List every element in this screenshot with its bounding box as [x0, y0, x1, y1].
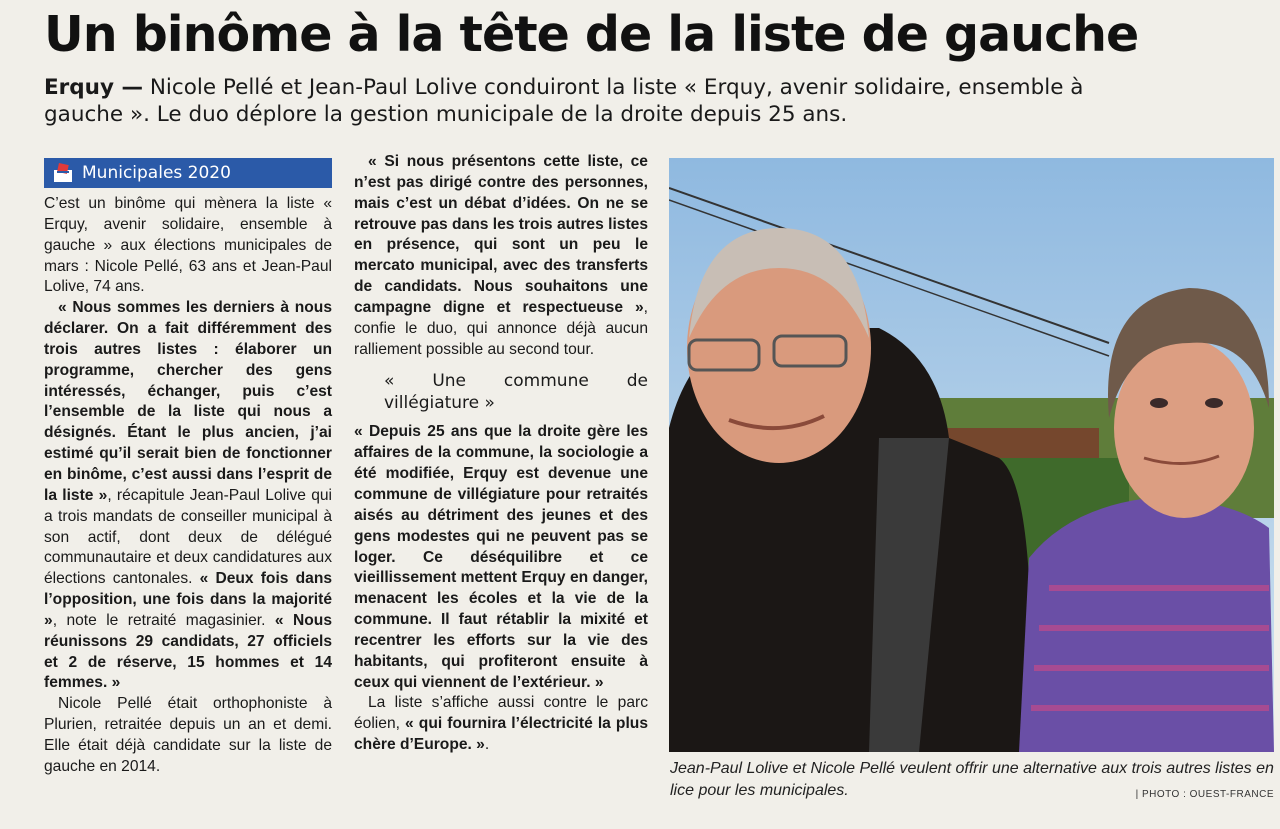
column-1: [44, 158, 332, 778]
lede-place: Erquy —: [44, 75, 143, 100]
text: La liste s’affiche aussi contre le parc éolien,: [354, 694, 648, 733]
lede: [44, 74, 1084, 128]
text: , confie le duo, qui annonce déjà aucun ralliement possible au second tour.: [354, 298, 648, 358]
quote: « Nous sommes les derniers à nous déclarer. On a fait différemment des trois autres listes : élaborer un programme, chercher des gens intéressés, échanger, puis c’est l’ensemble de la liste qui nous a désignés. Étant le plus ancien, j’ai estimé qu’il serait bien de fonctionner en binôme, c’est aussi dans l’esprit de la liste »: [44, 299, 332, 504]
lede-text: Nicole Pellé et Jean-Paul Lolive conduiront la liste « Erquy, avenir solidaire, ensemble à gauche ». Le duo déplore la gestion municipale de la droite depuis 25 ans.: [44, 75, 1084, 127]
photo-caption: Jean-Paul Lolive et Nicole Pellé veulent offrir une alternative aux trois autres listes en lice pour les municipales.: [670, 760, 1274, 799]
quote: « Depuis 25 ans que la droite gère les affaires de la commune, la sociologie a été modifiée, Erquy est devenue une commune de villégiature pour retraités aisés au détriment des jeunes et des gens modestes qui ne peuvent pas se loger. Ce déséquilibre et ce vieillissement mettent Erquy en danger, menacent les écoles et la vie de la commune. Il faut rétablir la mixité et recentrer les efforts sur la vie des habitants, qui profiteront ensuite à ceux qui viennent de l’extérieur. »: [354, 423, 648, 691]
headline: Un binôme à la tête de la liste de gauche: [44, 6, 1139, 63]
text: , récapitule Jean-Paul Lolive qui a trois mandats de conseiller municipal à son actif, dont deux de délégué communautaire et deux candidatures aux élections cantonales.: [44, 486, 333, 588]
rubric-banner: [44, 158, 332, 188]
paragraph: [354, 152, 648, 360]
photo-credit: | PHOTO : OUEST-FRANCE: [1135, 789, 1274, 800]
text: .: [484, 736, 490, 754]
paragraph: C’est un binôme qui mènera la liste « Erquy, avenir solidaire, ensemble à gauche » aux élections municipales de mars : Nicole Pellé, 63 ans et Jean-Paul Lolive, 74 ans.: [44, 195, 332, 296]
paragraph: [44, 298, 332, 694]
quote: « qui fournira l’électricité la plus chère d’Europe. »: [354, 715, 648, 754]
ballot-box-icon: [52, 162, 74, 184]
text: , note le retraité magasinier.: [52, 611, 275, 629]
paragraph: [354, 422, 648, 693]
rubric-label: Municipales 2020: [82, 162, 231, 183]
quote: « Si nous présentons cette liste, ce n’est pas dirigé contre des personnes, mais c’est un débat d’idées. On ne se retrouve pas dans les trois autres listes en présence, qui sont un peu le mercato municipal, avec des transferts de candidats. Nous souhaitons une campagne digne et respectueuse »: [354, 153, 648, 316]
quote: « Deux fois dans l’opposition, une fois dans la majorité »: [44, 570, 333, 629]
paragraph: Nicole Pellé était orthophoniste à Plurien, retraitée depuis un an et demi. Elle était déjà candidate sur la liste de gauche en 2014.: [44, 695, 332, 775]
column-2: [354, 152, 648, 756]
quote: « Nous réunissons 29 candidats, 27 officiels et 2 de réserve, 15 hommes et 14 femmes. »: [44, 611, 332, 692]
paragraph: [354, 693, 648, 756]
subheading: « Une commune de villégiature »: [384, 371, 648, 414]
photo-illustration: [669, 158, 1274, 752]
photo: [669, 158, 1274, 752]
